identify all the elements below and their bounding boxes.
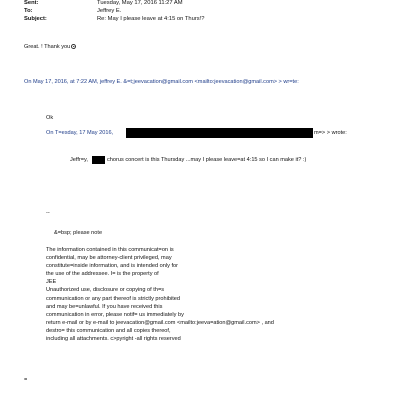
disclaimer-line: the use of the addressee. I= is the property of <box>46 271 159 278</box>
sent-value: Tuesday, May 17, 2016 11:27 AM <box>97 0 183 6</box>
footer-mark: = <box>24 377 28 383</box>
reply-text: Great. ! Thank you <box>24 44 71 50</box>
reply-line <box>24 44 76 51</box>
disclaimer-block <box>46 246 274 343</box>
disclaimer-line: and may be=unlawful. If you have received this <box>46 303 163 310</box>
subject-value: Re: May I please leave at 4:15 on Thurs!? <box>97 16 205 22</box>
subject-label: Subject: <box>24 16 47 22</box>
quote1-header: On May 17, 2016, at 7:22 AM, jeffrey E. &=t;jeevacation@gmail.com <mailto:jeevacation@gmail.com> > wr=te: <box>24 79 299 85</box>
quote2-header-suffix: m=> > wrote: <box>314 130 347 136</box>
to-value: Jeffrey E. <box>97 8 122 14</box>
quote2-body: chorus concert is this Thursday ...may I please leave=at 4:15 so I can make it? :) <box>107 157 307 163</box>
quote1-ok: Ok <box>46 115 54 121</box>
disclaimer-line: constitute=inside information, and is intended only for <box>46 263 178 270</box>
to-label: To: <box>24 8 33 14</box>
sent-label: Sent: <box>24 0 39 6</box>
disclaimer-line: confidential, may be attorney-client privileged, may <box>46 255 172 262</box>
quote2-name: Jeffr=y, <box>70 157 88 163</box>
disclaimer-line: communication or any part thereof is strictly prohibited <box>46 295 180 302</box>
redaction-block <box>126 128 313 138</box>
signature-separator: -- <box>46 210 50 216</box>
redaction-name <box>92 156 105 164</box>
disclaimer-line: return e-mail or by e-mail to jeevacation@gmail.com <mailto:jeeva=ation@gmail.com> , and <box>46 319 274 326</box>
disclaimer-line: The information contained in this communicat=on is <box>46 247 174 253</box>
disclaimer-line: JEE <box>46 279 57 286</box>
disclaimer-line: communication in error, please notif= us immediately by <box>46 311 184 318</box>
disclaimer-line: destro= this communication and all copies thereof, <box>46 327 171 334</box>
disclaimer-line: including all attachments. c>pyright -all rights reserved <box>46 336 181 343</box>
quote2-header-prefix: On T=esday, 17 May 2016, <box>46 130 114 136</box>
disclaimer-line: Unauthorized use, disclosure or copying of th=s <box>46 287 165 294</box>
signature-note: &=bsp; please note <box>54 230 103 236</box>
smiley-icon <box>71 44 76 49</box>
